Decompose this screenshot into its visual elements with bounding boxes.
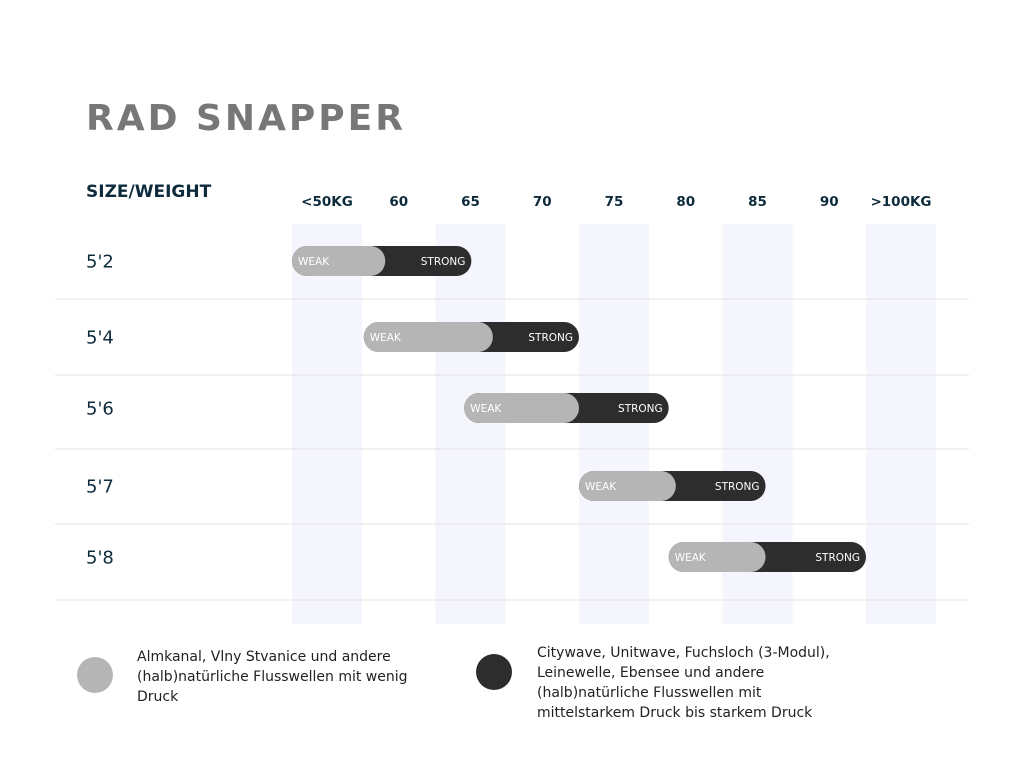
weight-axis-ticks <box>301 194 931 210</box>
board-size-label: 5'2 <box>86 251 114 273</box>
weight-range-bar <box>579 471 766 501</box>
legend-strong-text: Citywave, Unitwave, Fuchsloch (3-Modul), Leinewelle, Ebensee und andere (halb)natürliche Flusswellen mit mittelstarkem Druck bis starkem Druck <box>537 645 830 721</box>
strong-label: STRONG <box>528 332 573 344</box>
weight-tick-label: 80 <box>676 194 696 210</box>
column-highlight <box>292 224 362 624</box>
weight-tick-label: 70 <box>532 194 552 210</box>
weak-label: WEAK <box>470 403 502 415</box>
page-title: RAD SNAPPER <box>86 98 406 139</box>
column-highlight <box>866 224 936 624</box>
weight-tick-label: >100KG <box>870 194 932 210</box>
weight-range-bar <box>464 393 668 423</box>
weak-label: WEAK <box>298 256 330 268</box>
size-weight-header: SIZE/WEIGHT <box>86 182 212 202</box>
weight-tick-label: 60 <box>389 194 409 210</box>
legend-strong-dot <box>476 654 512 690</box>
column-highlight <box>579 224 649 624</box>
strong-label: STRONG <box>714 481 760 493</box>
weak-label: WEAK <box>369 332 401 344</box>
weight-tick-label: 90 <box>819 194 839 210</box>
strong-label: STRONG <box>618 403 663 415</box>
weight-tick-label: 85 <box>748 194 767 210</box>
board-size-label: 5'7 <box>86 476 114 498</box>
column-highlight <box>436 224 506 624</box>
weight-tick-label: <50KG <box>301 194 353 210</box>
weight-tick-label: 75 <box>604 194 624 210</box>
board-size-label: 5'8 <box>86 547 114 569</box>
weight-tick-label: 65 <box>461 194 480 210</box>
weak-label: WEAK <box>585 481 617 493</box>
weight-range-bar <box>292 246 471 276</box>
weak-label: WEAK <box>674 552 706 564</box>
weight-range-bar <box>364 322 579 352</box>
legend-weak-text: Almkanal, Vlny Stvanice und andere (halb)natürliche Flusswellen mit wenig Druck <box>137 649 408 705</box>
board-size-label: 5'6 <box>86 398 114 420</box>
weight-range-bar <box>669 542 866 572</box>
legend-weak-dot <box>77 657 113 693</box>
board-size-label: 5'4 <box>86 327 114 349</box>
strong-label: STRONG <box>815 552 860 564</box>
strong-label: STRONG <box>420 256 466 268</box>
